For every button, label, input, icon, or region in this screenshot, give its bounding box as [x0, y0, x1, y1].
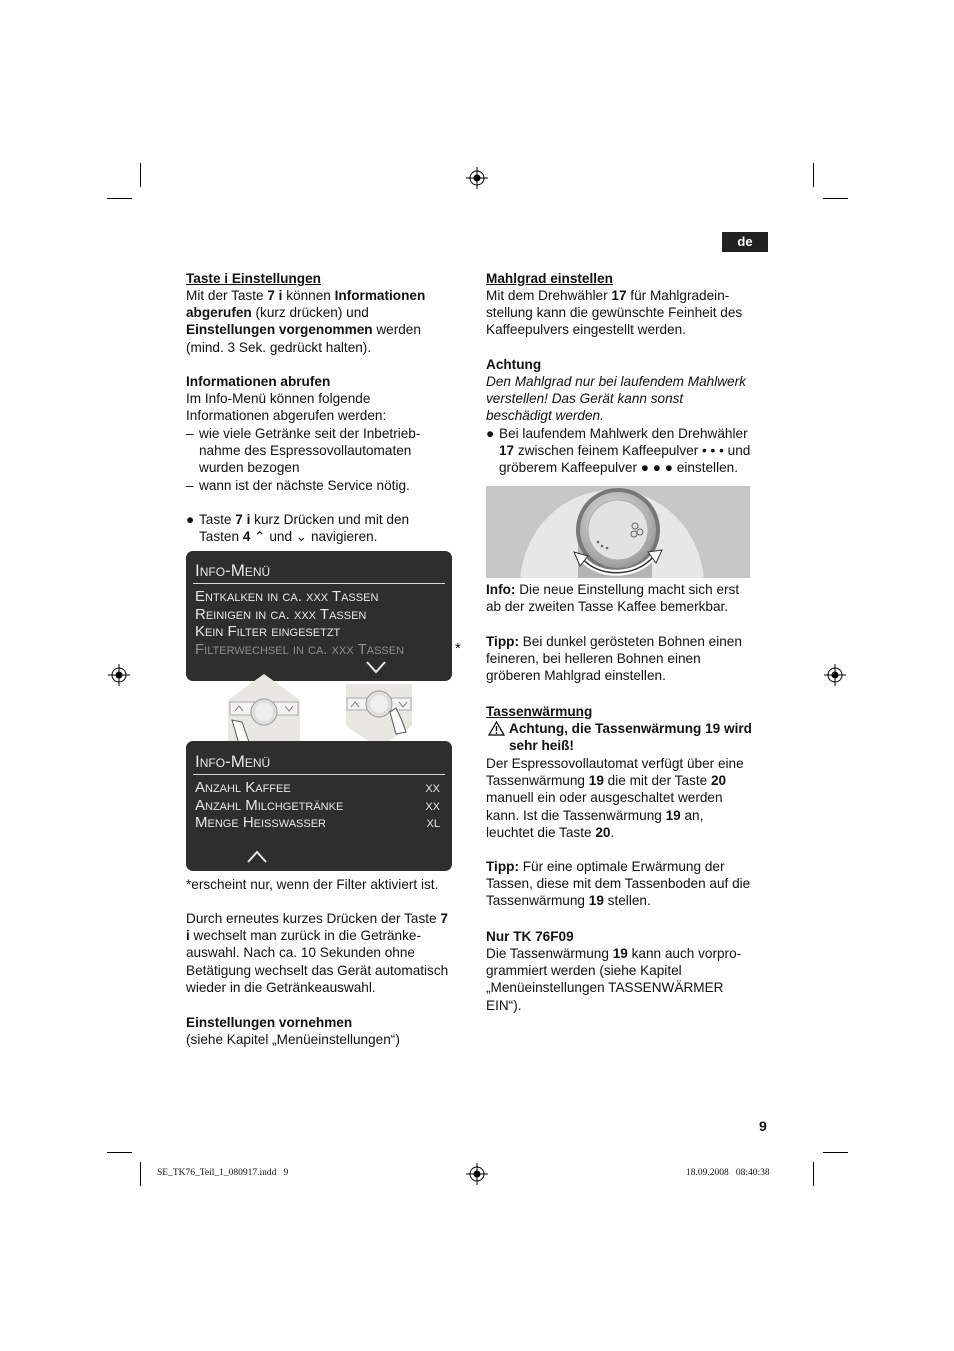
- text-run: EIN“).: [486, 997, 522, 1013]
- lcd-row-value: xx: [425, 779, 440, 796]
- lcd-row-label: Menge Heisswasser: [195, 814, 327, 831]
- language-badge: de: [722, 232, 768, 252]
- warning-line: Achtung, die Tassenwärmung 19 wird: [509, 721, 752, 736]
- text-run: .: [610, 824, 615, 840]
- info-line: Im Info-Menü können folgende: [186, 391, 371, 406]
- text-run: gröberen Mahlgrad einstellen.: [486, 668, 666, 684]
- lcd-row: Entkalken in ca. xxx Tassen: [195, 588, 379, 605]
- lcd-row: [195, 814, 446, 831]
- text-line: [486, 824, 744, 841]
- section-heading-taste: Taste i Einstellungen: [186, 271, 321, 286]
- bullet-icon: ●: [486, 426, 495, 441]
- crop-mark: [140, 163, 141, 187]
- text-line: [186, 287, 425, 304]
- text-run: kann auch vorpro-: [627, 946, 742, 961]
- text-run: stellen.: [603, 893, 651, 909]
- lcd-row-value: xx: [425, 797, 440, 814]
- paragraph-return: [186, 910, 448, 996]
- text-run: leuchtet die Taste: [486, 824, 596, 840]
- bold-run: 17: [611, 288, 627, 303]
- text-line: [486, 807, 744, 824]
- lcd-title: Info-Menü: [195, 752, 271, 771]
- paragraph-taste: [186, 287, 425, 356]
- text-line: [486, 997, 741, 1014]
- text-line: [486, 667, 742, 684]
- text-line: [186, 910, 448, 927]
- text-line: [499, 425, 750, 442]
- crop-mark: [823, 1152, 848, 1153]
- achtung-line: verstellen! Das Gerät kann sonst: [486, 391, 684, 406]
- bold-run: 4: [242, 529, 251, 545]
- chevron-down-icon: [366, 661, 386, 674]
- bold-run: 19: [665, 807, 681, 823]
- footer-filename: SE_TK76_Teil_1_080917.indd 9: [157, 1168, 289, 1178]
- dash-marker: –: [186, 478, 194, 493]
- lcd-divider: [193, 774, 445, 775]
- text-run: Tassenwärmung: [486, 773, 589, 789]
- text-line: [186, 339, 425, 356]
- text-run: ⌃ und ⌄ navigieren.: [250, 529, 378, 545]
- text-run: Tassen, diese mit dem Tassenboden auf die: [486, 876, 751, 892]
- text-run: an,: [680, 807, 704, 823]
- text-run: Mit der Taste: [186, 288, 268, 303]
- footnote: *erscheint nur, wenn der Filter aktiviert ist.: [186, 877, 439, 892]
- bold-run: Einstellungen vorgenommen: [186, 322, 373, 338]
- text-run: feineren, bei helleren Bohnen einen: [486, 651, 701, 667]
- bullet-text: [499, 425, 750, 477]
- text-run: gröberem Kaffeepulver ● ● ● einstellen.: [499, 460, 738, 476]
- text-run: Taste: [199, 512, 236, 527]
- text-line: [486, 304, 742, 321]
- section-heading-achtung: Achtung: [486, 357, 542, 372]
- text-line: [186, 944, 448, 961]
- text-line: [486, 598, 739, 615]
- text-line: [499, 459, 750, 476]
- lcd-divider: [193, 583, 445, 584]
- info-menu-display-1: [186, 551, 452, 681]
- section-heading-tassenwaermung: Tassenwärmung: [486, 704, 593, 719]
- dash-item-line: wann ist der nächste Service nötig.: [199, 478, 410, 493]
- text-run: Tassenwärmung: [486, 893, 589, 909]
- text-run: kann. Ist die Tassenwärmung: [486, 807, 666, 823]
- text-run: Mit dem Drehwähler: [486, 288, 612, 303]
- bold-run: 7: [440, 911, 448, 926]
- text-line: [186, 962, 448, 979]
- dash-item-line: wurden bezogen: [199, 460, 300, 475]
- lcd-row-label: Anzahl Milchgetränke: [195, 797, 344, 814]
- lcd-row-dimmed: Filterwechsel in ca. xxx Tassen: [195, 641, 405, 658]
- text-run: manuell ein oder ausgeschaltet werden: [486, 790, 723, 806]
- bold-run: Info:: [486, 582, 516, 597]
- text-line: [486, 581, 739, 598]
- text-line: [486, 875, 750, 892]
- text-run: Betätigung wechselt das Gerät automatisch: [186, 962, 449, 978]
- text-line: [486, 945, 741, 962]
- text-line: [486, 321, 742, 338]
- text-run: Durch erneutes kurzes Drücken der Taste: [186, 911, 441, 926]
- bold-run: 7 i: [235, 512, 251, 527]
- text-run: (kurz drücken) und: [251, 305, 369, 321]
- achtung-line: Den Mahlgrad nur bei laufendem Mahlwerk: [486, 374, 746, 389]
- crop-mark: [107, 1152, 132, 1153]
- bullet-text: [199, 511, 409, 545]
- scroll-down-key-illustration: [344, 682, 414, 750]
- bold-run: Tipp:: [486, 859, 519, 874]
- lcd-title: Info-Menü: [195, 561, 271, 580]
- text-line: [186, 979, 448, 996]
- bold-run: 7 i: [267, 288, 283, 303]
- registration-mark-icon: [108, 664, 130, 686]
- text-line: [486, 772, 744, 789]
- text-line: [486, 858, 750, 875]
- text-line: [486, 962, 741, 979]
- info-menu-display-2: [186, 741, 452, 871]
- text-run: stellung kann die gewünschte Feinheit des: [486, 305, 743, 321]
- bold-run: 19: [588, 773, 604, 789]
- text-line: [186, 321, 425, 338]
- text-run: Kaffeepulvers eingestellt werden.: [486, 322, 687, 338]
- bold-run: 20: [710, 773, 727, 789]
- registration-mark-icon: [466, 1163, 488, 1185]
- lcd-row: [195, 797, 446, 814]
- lcd-row: [195, 779, 446, 796]
- dash-item-line: wie viele Getränke seit der Inbetrieb-: [199, 426, 421, 441]
- page-number: 9: [759, 1118, 767, 1134]
- bold-run: 20: [595, 824, 611, 840]
- text-line: [186, 304, 425, 321]
- text-run: grammiert werden (siehe Kapitel: [486, 963, 682, 979]
- text-run: die mit der Taste: [603, 773, 711, 789]
- text-run: zwischen feinem Kaffeepulver • • • und: [514, 443, 751, 459]
- text-line: [186, 927, 448, 944]
- text-run: (mind. 3 Sek. gedrückt halten).: [186, 339, 372, 355]
- bold-run: 19: [588, 893, 604, 909]
- dash-marker: –: [186, 426, 194, 441]
- text-line: [486, 755, 744, 772]
- text-line: [486, 789, 744, 806]
- text-run: wieder in die Getränkeauswahl.: [186, 979, 376, 995]
- text-run: können: [282, 288, 335, 303]
- tipp-paragraph: [486, 858, 750, 910]
- section-heading-einstellungen: Einstellungen vornehmen: [186, 1015, 353, 1030]
- text-line: [486, 633, 742, 650]
- text-run: wechselt man zurück in die Getränke-: [189, 928, 421, 944]
- lcd-row: Reinigen in ca. xxx Tassen: [195, 606, 367, 623]
- warning-triangle-icon: [488, 721, 505, 736]
- achtung-line: beschädigt werden.: [486, 408, 604, 423]
- chevron-up-icon: [247, 850, 267, 863]
- section-heading-info: Informationen abrufen: [186, 374, 331, 389]
- bold-run: i: [186, 928, 190, 944]
- info-line: Informationen abgerufen werden:: [186, 408, 387, 423]
- crop-mark: [813, 1162, 814, 1186]
- asterisk: *: [455, 640, 461, 657]
- bold-run: abgerufen: [186, 305, 252, 321]
- lcd-row-value: xl: [426, 814, 440, 831]
- text-run: auswahl. Nach ca. 10 Sekunden ohne: [186, 945, 415, 961]
- section-heading-nur-tk: Nur TK 76F09: [486, 929, 574, 944]
- bold-run: Tipp:: [486, 634, 519, 649]
- lcd-row-label: Anzahl Kaffee: [195, 779, 291, 796]
- text-line: [199, 511, 409, 528]
- section-heading-mahlgrad: Mahlgrad einstellen: [486, 271, 613, 286]
- text-run: Die neue Einstellung macht sich erst: [515, 582, 740, 597]
- dash-item-line: nahme des Espressovollautomaten: [199, 443, 412, 458]
- footer-timestamp: 18.09.2008 08:40:38: [686, 1168, 770, 1178]
- text-run: für Mahlgradein-: [626, 288, 730, 303]
- crop-mark: [823, 198, 848, 199]
- text-line: [199, 528, 409, 545]
- paragraph-nur-tk: [486, 945, 741, 1014]
- bullet-icon: ●: [186, 512, 195, 527]
- crop-mark: [140, 1162, 141, 1186]
- text-run: Der Espressovollautomat verfügt über eine: [486, 756, 744, 771]
- crop-mark: [813, 163, 814, 187]
- info-paragraph: [486, 581, 739, 615]
- grinder-dial-illustration: [486, 486, 750, 578]
- text-line: [486, 892, 750, 909]
- text-line: [486, 650, 742, 667]
- text-line: [486, 979, 741, 996]
- scroll-up-key-illustration: [226, 672, 302, 748]
- registration-mark-icon: [466, 167, 488, 189]
- text-run: werden: [372, 322, 421, 338]
- text-line: [486, 287, 742, 304]
- text-run: „Menüeinstellungen TASSENWÄRMER: [486, 980, 724, 996]
- text-run: ab der zweiten Tasse Kaffee bemerkbar.: [486, 599, 729, 615]
- warning-line: sehr heiß!: [509, 738, 574, 753]
- einstellungen-text: (siehe Kapitel „Menüeinstellungen“): [186, 1032, 400, 1047]
- bold-run: 17: [499, 443, 515, 459]
- text-run: Tasten: [199, 529, 243, 545]
- text-run: Für eine optimale Erwärmung der: [518, 859, 725, 874]
- text-run: Die Tassenwärmung: [486, 946, 613, 961]
- lcd-row: Kein Filter eingesetzt: [195, 623, 341, 640]
- text-run: Bei dunkel gerösteten Bohnen einen: [518, 634, 742, 649]
- registration-mark-icon: [824, 664, 846, 686]
- bold-run: 19: [612, 946, 628, 961]
- text-line: [499, 442, 750, 459]
- text-run: kurz Drücken und mit den: [250, 512, 410, 527]
- text-run: Bei laufendem Mahlwerk den Drehwähler: [499, 426, 748, 441]
- paragraph-tassenwaermung: [486, 755, 744, 841]
- paragraph-mahlgrad: [486, 287, 742, 339]
- bold-run: Informationen: [334, 288, 426, 303]
- tipp-paragraph: [486, 633, 742, 685]
- crop-mark: [107, 198, 132, 199]
